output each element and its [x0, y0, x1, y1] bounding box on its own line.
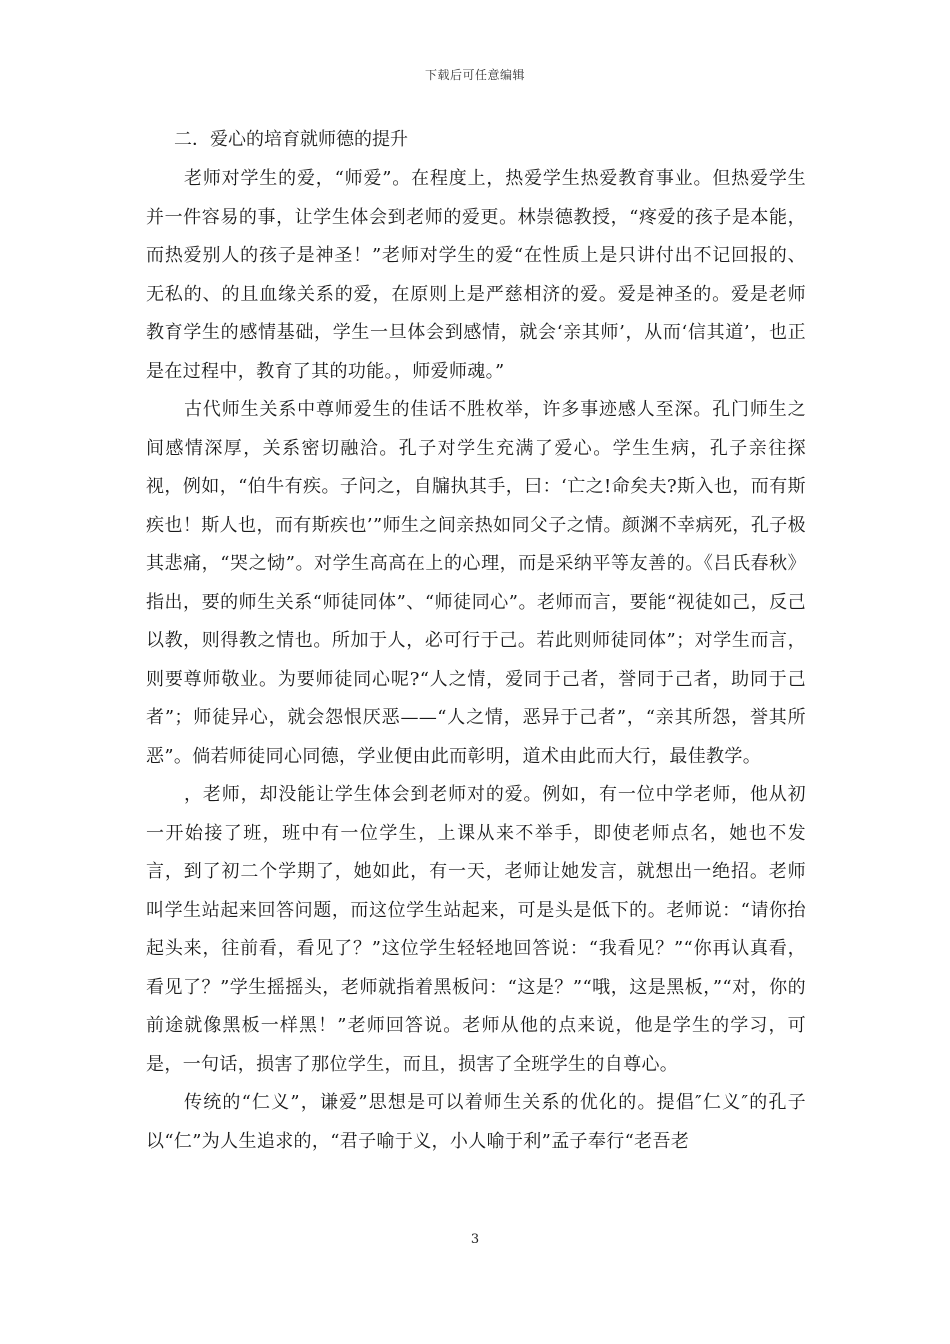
- paragraph-1: 老师对学生的爱，“师爱”。在程度上，热爱学生热爱教育事业。但热爱学生并一件容易的事，让学生体会到老师的爱更。林崇德教授，“疼爱的孩子是本能，而热爱别人的孩子是神圣！”老师对学生的爱“在性质上是只讲付出不记回报的、无私的、的且血缘关系的爱，在原则上是严慈相济的爱。爱是神圣的。爱是老师教育学生的感情基础，学生一旦体会到感情，就会‘亲其师’，从而‘信其道’，也正是在过程中，教育了其的功能。，师爱师魂。”: [146, 168, 806, 382]
- body-content: [146, 124, 806, 1161]
- page-number: 3: [470, 1232, 480, 1247]
- header-note: 下载后可任意编辑: [424, 68, 525, 82]
- section-heading: 二．爱心的培育就师德的提升: [174, 129, 408, 150]
- paragraph-4: 传统的“仁义”，谦爱”思想是可以着师生关系的优化的。提倡″仁义″的孔子以“仁”为人生追求的，“君子喻于义，小人喻于利”孟子奉行“老吾老: [146, 1092, 806, 1152]
- paragraph-3: ，老师，却没能让学生体会到老师对的爱。例如，有一位中学老师，他从初一开始接了班，班中有一位学生，上课从来不举手，即使老师点名，她也不发言，到了初二个学期了，她如此，有一天，老师让她发言，就想出一绝招。老师叫学生站起来回答问题，而这位学生站起来，可是头是低下的。老师说：“请你抬起头来，往前看，看见了？”这位学生轻轻地回答说：“我看见？”“你再认真看，看见了？”学生摇摇头，老师就指着黑板问：“这是？”“哦，这是黑板，”“对，你的前途就像黑板一样黑！”老师回答说。老师从他的点来说，他是学生的学习，可是，一句话，损害了那位学生，而且，损害了全班学生的自尊心。: [146, 784, 806, 1075]
- paragraph-2: 古代师生关系中尊师爱生的佳话不胜枚举，许多事迹感人至深。孔门师生之间感情深厚，关系密切融洽。孔子对学生充满了爱心。学生生病，孔子亲往探视，例如，“伯牛有疾。子问之，自牖执其手，曰：‘亡之!命矣夫?斯入也，而有斯疾也！斯人也，而有斯疾也’”师生之间亲热如同父子之情。颜渊不幸病死，孔子极其悲痛，“哭之恸”。对学生高高在上的心理，而是采纳平等友善的。《吕氏春秋》指出，要的师生关系“师徒同体”、“师徒同心”。老师而言，要能“视徒如己，反己以教，则得教之情也。所加于人，必可行于己。若此则师徒同体”；对学生而言，则要尊师敬业。为要师徒同心呢?“人之情，爱同于己者，誉同于己者，助同于己者”；师徒异心，就会怨恨厌恶——“人之情，恶异于己者”，“亲其所怨，誉其所恶”。倘若师徒同心同德，学业便由此而彰明，道术由此而大行，最佳教学。: [146, 399, 806, 767]
